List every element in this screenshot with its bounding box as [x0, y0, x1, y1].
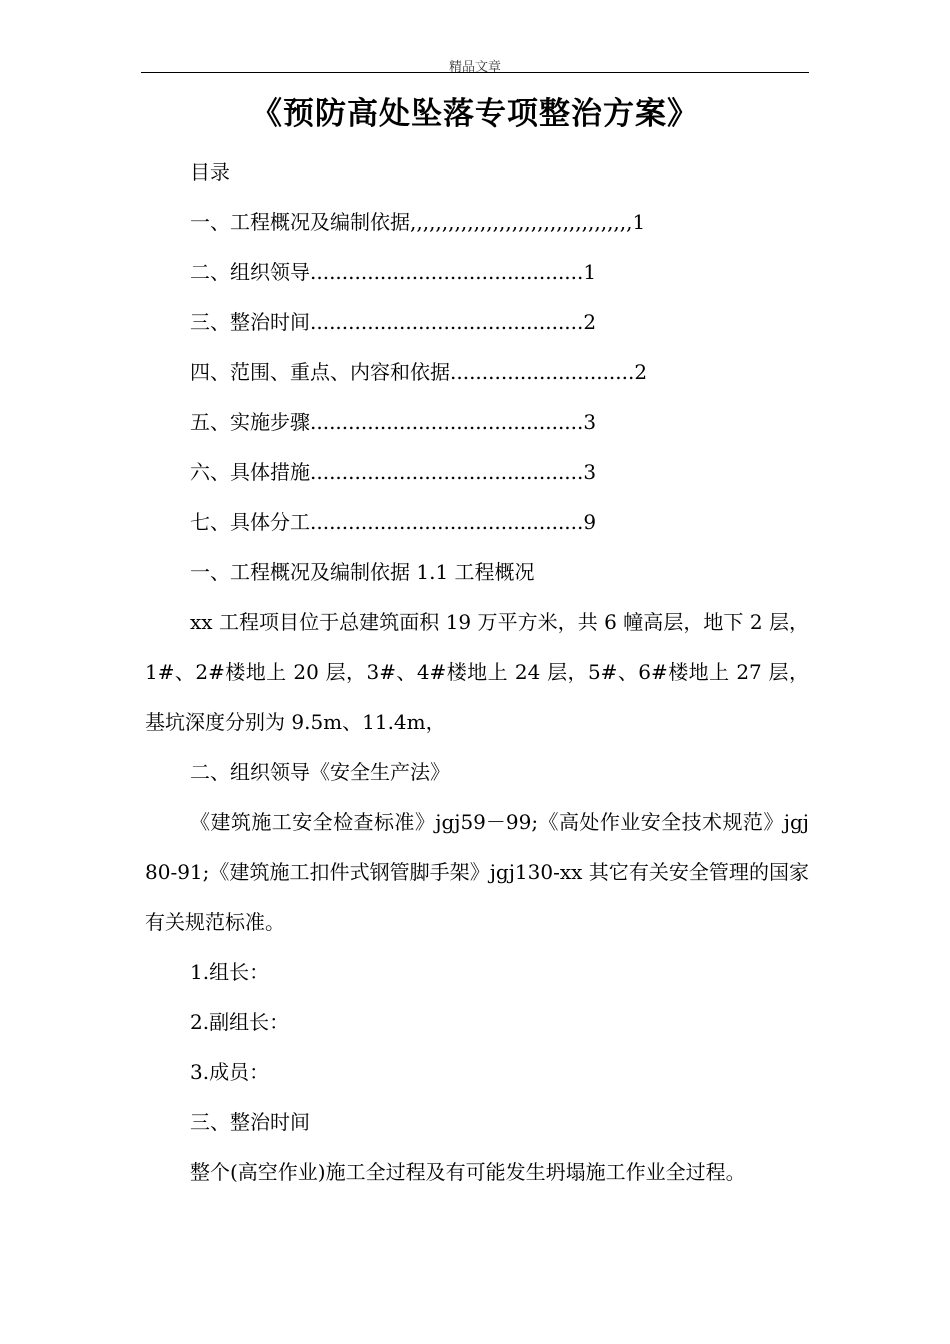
header-divider: [141, 72, 809, 73]
toc-item: 七、具体分工...........................................9: [190, 510, 597, 534]
section-heading: 三、整治时间: [190, 1110, 310, 1134]
toc-heading: 目录: [190, 160, 230, 184]
toc-item: 一、工程概况及编制依据,,,,,,,,,,,,,,,,,,,,,,,,,,,,,,,,,,,1: [190, 210, 646, 234]
toc-item: 二、组织领导...........................................1: [190, 260, 597, 284]
section-heading: 一、工程概况及编制依据 1.1 工程概况: [190, 560, 535, 584]
toc-item: 四、范围、重点、内容和依据.............................2: [190, 360, 648, 384]
document-body: [145, 147, 809, 1197]
team-leader-line: 1.组长：: [190, 960, 270, 984]
toc-item: 六、具体措施...........................................3: [190, 460, 597, 484]
vice-leader-line: 2.副组长：: [190, 1010, 290, 1034]
document-title: 《预防高处坠落专项整治方案》: [251, 96, 699, 132]
members-line: 3.成员：: [190, 1060, 270, 1084]
standards-paragraph: 《建筑施工安全检查标准》jgj59－99;《高处作业安全技术规范》jgj80-91;《建筑施工扣件式钢管脚手架》jgj130-xx 其它有关安全管理的国家有关规范标准。: [145, 810, 809, 934]
page-header: 精品文章: [448, 60, 501, 75]
toc-item: 五、实施步骤...........................................3: [190, 410, 597, 434]
project-overview-paragraph: xx 工程项目位于总建筑面积 19 万平方米，共 6 幢高层，地下 2 层，1#、2#楼地上 20 层，3#、4#楼地上 24 层，5#、6#楼地上 27 层，基坑深度分别为 9.5m、11.4m，: [145, 610, 809, 734]
toc-item: 三、整治时间...........................................2: [190, 310, 597, 334]
schedule-paragraph: 整个(高空作业)施工全过程及有可能发生坍塌施工作业全过程。: [190, 1160, 746, 1184]
section-heading: 二、组织领导《安全生产法》: [190, 760, 450, 784]
